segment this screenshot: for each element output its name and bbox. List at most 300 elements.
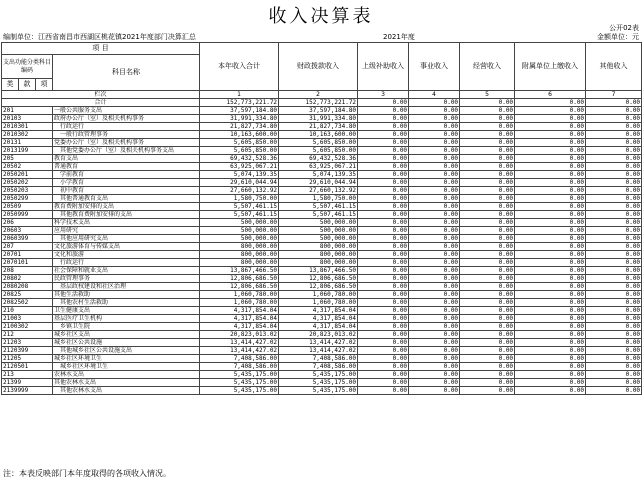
row-subject: 小学教育	[53, 179, 200, 187]
row-value: 800,000.00	[200, 251, 279, 259]
row-code: 20603	[2, 227, 53, 235]
row-code: 2010301	[2, 123, 53, 131]
row-value: 0.00	[358, 291, 409, 299]
row-value: 0.00	[460, 171, 515, 179]
row-subject: 农林水支出	[53, 371, 200, 379]
row-value: 0.00	[358, 243, 409, 251]
row-value: 0.00	[358, 115, 409, 123]
row-value: 69,432,528.36	[279, 155, 358, 163]
row-value: 0.00	[515, 195, 586, 203]
row-value: 0.00	[358, 179, 409, 187]
row-value: 0.00	[460, 291, 515, 299]
row-value: 0.00	[358, 123, 409, 131]
row-subject: 学前教育	[53, 171, 200, 179]
row-value: 21,827,734.80	[200, 123, 279, 131]
table-row	[2, 267, 642, 275]
row-subject: 文化和旅游	[53, 251, 200, 259]
row-value: 5,435,175.00	[200, 379, 279, 387]
row-code: 2120501	[2, 363, 53, 371]
row-subject: 教育支出	[53, 155, 200, 163]
row-value: 0.00	[586, 283, 642, 291]
row-value: 5,435,175.00	[279, 371, 358, 379]
row-value: 0.00	[460, 147, 515, 155]
row-subject: 民政管理事务	[53, 275, 200, 283]
row-value: 0.00	[586, 179, 642, 187]
row-value: 800,000.00	[279, 251, 358, 259]
table-row	[2, 107, 642, 115]
table-row	[2, 187, 642, 195]
row-value: 63,925,067.21	[200, 163, 279, 171]
row-value: 0.00	[515, 187, 586, 195]
row-value: 0.00	[358, 147, 409, 155]
row-subject: 城乡社区公共设施	[53, 339, 200, 347]
row-value: 500,000.00	[200, 219, 279, 227]
row-value: 0.00	[358, 347, 409, 355]
row-value: 0.00	[586, 315, 642, 323]
row-value: 0.00	[586, 195, 642, 203]
row-value: 0.00	[460, 347, 515, 355]
row-value: 20,823,013.02	[200, 331, 279, 339]
table-row	[2, 355, 642, 363]
col-number: 1	[200, 91, 279, 99]
currency-unit: 金额单位：元	[597, 33, 639, 41]
row-value: 27,660,132.92	[279, 187, 358, 195]
row-code: 2080208	[2, 283, 53, 291]
table-row	[2, 379, 642, 387]
row-value: 4,317,854.04	[279, 307, 358, 315]
table-row	[2, 291, 642, 299]
row-value: 0.00	[358, 323, 409, 331]
row-value: 0.00	[358, 387, 409, 395]
row-value: 0.00	[515, 243, 586, 251]
compiling-unit: 编制单位：江西省南昌市西湖区桃花镇2021年度部门决算汇总	[3, 33, 196, 41]
row-value: 0.00	[409, 155, 460, 163]
row-value: 31,991,334.80	[279, 115, 358, 123]
subject-header: 科目名称	[53, 55, 200, 91]
row-code: 2010302	[2, 131, 53, 139]
table-row	[2, 275, 642, 283]
row-value: 0.00	[409, 227, 460, 235]
row-value: 0.00	[515, 339, 586, 347]
total-value: 0.00	[460, 99, 515, 107]
row-value: 0.00	[586, 347, 642, 355]
col-header: 财政拨款收入	[279, 43, 358, 91]
row-value: 0.00	[460, 131, 515, 139]
row-value: 0.00	[515, 331, 586, 339]
table-row	[2, 371, 642, 379]
row-code: 2139999	[2, 387, 53, 395]
table-body	[2, 107, 642, 395]
row-value: 0.00	[460, 307, 515, 315]
row-value: 0.00	[409, 107, 460, 115]
row-value: 0.00	[460, 187, 515, 195]
row-value: 0.00	[409, 347, 460, 355]
row-value: 0.00	[358, 371, 409, 379]
row-value: 5,074,139.35	[279, 171, 358, 179]
row-value: 0.00	[515, 291, 586, 299]
row-value: 0.00	[515, 307, 586, 315]
row-value: 13,414,427.02	[279, 339, 358, 347]
page-title: 收入决算表	[268, 6, 374, 27]
row-value: 13,414,427.02	[200, 347, 279, 355]
row-value: 0.00	[409, 235, 460, 243]
row-value: 0.00	[586, 115, 642, 123]
row-value: 0.00	[586, 107, 642, 115]
row-value: 0.00	[409, 283, 460, 291]
row-subject: 普通教育	[53, 163, 200, 171]
row-value: 0.00	[409, 299, 460, 307]
row-value: 37,597,184.80	[279, 107, 358, 115]
row-value: 37,597,184.80	[200, 107, 279, 115]
row-value: 0.00	[460, 363, 515, 371]
row-value: 800,000.00	[200, 243, 279, 251]
row-value: 0.00	[515, 155, 586, 163]
row-value: 0.00	[358, 339, 409, 347]
row-value: 0.00	[586, 307, 642, 315]
table-row	[2, 195, 642, 203]
row-code: 2120399	[2, 347, 53, 355]
row-value: 0.00	[586, 219, 642, 227]
row-subject: 社会保障和就业支出	[53, 267, 200, 275]
row-value: 0.00	[515, 131, 586, 139]
row-value: 1,580,750.00	[200, 195, 279, 203]
row-code: 20502	[2, 163, 53, 171]
row-code: 207	[2, 243, 53, 251]
row-value: 5,605,850.00	[200, 147, 279, 155]
row-code: 20825	[2, 291, 53, 299]
row-code: 20509	[2, 203, 53, 211]
row-subject: 其他农村生活救助	[53, 299, 200, 307]
row-subject: 基层医疗卫生机构	[53, 315, 200, 323]
row-value: 20,823,013.02	[279, 331, 358, 339]
row-value: 0.00	[586, 131, 642, 139]
row-value: 4,317,854.04	[279, 323, 358, 331]
row-subject: 一般行政管理事务	[53, 131, 200, 139]
row-value: 0.00	[515, 235, 586, 243]
row-value: 0.00	[409, 339, 460, 347]
row-subject: 一般公共服务支出	[53, 107, 200, 115]
row-subject: 城乡社区支出	[53, 331, 200, 339]
row-value: 0.00	[515, 251, 586, 259]
row-code: 2070101	[2, 259, 53, 267]
row-value: 0.00	[586, 323, 642, 331]
row-value: 0.00	[460, 203, 515, 211]
row-value: 0.00	[460, 123, 515, 131]
row-subject: 卫生健康支出	[53, 307, 200, 315]
row-code: 208	[2, 267, 53, 275]
row-value: 0.00	[515, 227, 586, 235]
table-row	[2, 131, 642, 139]
row-value: 0.00	[515, 323, 586, 331]
row-value: 10,163,600.00	[200, 131, 279, 139]
row-value: 0.00	[409, 307, 460, 315]
row-value: 0.00	[460, 251, 515, 259]
table-row	[2, 323, 642, 331]
row-value: 0.00	[586, 267, 642, 275]
row-value: 0.00	[409, 251, 460, 259]
row-value: 0.00	[586, 155, 642, 163]
table-row	[2, 339, 642, 347]
row-code: 2050201	[2, 171, 53, 179]
table-row	[2, 347, 642, 355]
row-value: 0.00	[586, 211, 642, 219]
row-value: 0.00	[409, 291, 460, 299]
row-value: 0.00	[358, 187, 409, 195]
xiang-header: 项	[36, 79, 53, 91]
row-value: 63,925,067.21	[279, 163, 358, 171]
row-value: 0.00	[409, 371, 460, 379]
row-value: 0.00	[358, 219, 409, 227]
row-code: 20131	[2, 139, 53, 147]
row-code: 20701	[2, 251, 53, 259]
row-code: 2050203	[2, 187, 53, 195]
row-value: 5,435,175.00	[279, 379, 358, 387]
row-value: 0.00	[515, 211, 586, 219]
form-number: 公开02表	[609, 24, 639, 32]
row-value: 5,435,175.00	[200, 371, 279, 379]
row-value: 0.00	[586, 291, 642, 299]
row-value: 0.00	[586, 139, 642, 147]
row-value: 0.00	[515, 163, 586, 171]
row-value: 0.00	[460, 267, 515, 275]
row-code: 2050299	[2, 195, 53, 203]
table-row	[2, 147, 642, 155]
row-value: 0.00	[460, 283, 515, 291]
row-code: 21205	[2, 355, 53, 363]
row-subject: 其他党委办公厅（室）及相关机构事务支出	[53, 147, 200, 155]
row-value: 0.00	[515, 275, 586, 283]
row-code: 21399	[2, 379, 53, 387]
row-value: 5,605,850.00	[279, 147, 358, 155]
row-code: 210	[2, 307, 53, 315]
row-value: 5,507,461.15	[279, 203, 358, 211]
row-value: 0.00	[358, 251, 409, 259]
row-value: 0.00	[586, 235, 642, 243]
row-value: 0.00	[409, 219, 460, 227]
row-value: 0.00	[409, 115, 460, 123]
kuan-header: 款	[19, 79, 36, 91]
row-value: 0.00	[358, 203, 409, 211]
row-value: 0.00	[515, 355, 586, 363]
row-value: 0.00	[460, 315, 515, 323]
row-value: 0.00	[460, 323, 515, 331]
row-value: 0.00	[586, 275, 642, 283]
table-row	[2, 363, 642, 371]
total-value: 0.00	[515, 99, 586, 107]
row-value: 500,000.00	[200, 227, 279, 235]
row-value: 0.00	[460, 139, 515, 147]
row-value: 0.00	[358, 307, 409, 315]
table-row	[2, 299, 642, 307]
row-subject: 党委办公厅（室）及相关机构事务	[53, 139, 200, 147]
table-row	[2, 227, 642, 235]
table-row	[2, 163, 642, 171]
row-value: 0.00	[586, 251, 642, 259]
table-row	[2, 315, 642, 323]
row-value: 0.00	[515, 387, 586, 395]
row-value: 0.00	[460, 259, 515, 267]
row-value: 29,610,044.94	[279, 179, 358, 187]
row-subject: 行政运行	[53, 259, 200, 267]
row-subject: 其他城乡社区公共设施支出	[53, 347, 200, 355]
row-value: 7,408,586.00	[200, 355, 279, 363]
col-header: 本年收入合计	[200, 43, 279, 91]
row-value: 4,317,854.04	[200, 307, 279, 315]
row-value: 500,000.00	[279, 219, 358, 227]
row-value: 5,507,461.15	[279, 211, 358, 219]
row-value: 0.00	[358, 379, 409, 387]
table-header	[2, 43, 642, 107]
row-subject: 其他农林水支出	[53, 379, 200, 387]
row-value: 0.00	[358, 211, 409, 219]
row-value: 0.00	[515, 363, 586, 371]
row-value: 800,000.00	[279, 243, 358, 251]
row-code: 2060399	[2, 235, 53, 243]
col-header: 其他收入	[586, 43, 642, 91]
row-value: 0.00	[409, 355, 460, 363]
total-value: 0.00	[586, 99, 642, 107]
project-header: 项 目	[2, 43, 200, 55]
row-value: 0.00	[515, 219, 586, 227]
table-row	[2, 115, 642, 123]
row-value: 5,507,461.15	[200, 203, 279, 211]
row-value: 0.00	[515, 179, 586, 187]
row-value: 0.00	[409, 363, 460, 371]
row-value: 0.00	[515, 203, 586, 211]
total-row	[2, 99, 642, 107]
row-code: 206	[2, 219, 53, 227]
row-value: 0.00	[586, 331, 642, 339]
income-table	[1, 42, 642, 395]
row-value: 0.00	[409, 331, 460, 339]
row-value: 0.00	[358, 131, 409, 139]
row-value: 0.00	[358, 195, 409, 203]
row-value: 0.00	[586, 339, 642, 347]
row-value: 0.00	[515, 267, 586, 275]
row-value: 0.00	[515, 371, 586, 379]
row-value: 0.00	[358, 299, 409, 307]
row-value: 7,408,586.00	[279, 363, 358, 371]
row-value: 0.00	[409, 259, 460, 267]
col-header: 事业收入	[409, 43, 460, 91]
row-value: 0.00	[358, 315, 409, 323]
row-value: 0.00	[586, 227, 642, 235]
row-code: 2100302	[2, 323, 53, 331]
row-value: 0.00	[409, 195, 460, 203]
row-value: 0.00	[460, 227, 515, 235]
row-value: 12,806,686.50	[200, 283, 279, 291]
row-value: 0.00	[409, 171, 460, 179]
row-value: 0.00	[358, 355, 409, 363]
row-subject: 文化旅游体育与传媒支出	[53, 243, 200, 251]
row-value: 0.00	[409, 139, 460, 147]
row-value: 500,000.00	[200, 235, 279, 243]
row-value: 0.00	[586, 163, 642, 171]
row-value: 0.00	[586, 363, 642, 371]
row-value: 0.00	[460, 235, 515, 243]
row-subject: 基层政权建设和社区治理	[53, 283, 200, 291]
row-code: 20103	[2, 115, 53, 123]
row-value: 0.00	[409, 379, 460, 387]
row-value: 13,414,427.02	[279, 347, 358, 355]
col-header: 经营收入	[460, 43, 515, 91]
row-value: 0.00	[586, 243, 642, 251]
row-value: 4,317,854.04	[200, 315, 279, 323]
table-row	[2, 211, 642, 219]
row-subject: 应用研究	[53, 227, 200, 235]
row-code: 2050999	[2, 211, 53, 219]
row-value: 0.00	[409, 187, 460, 195]
row-value: 1,580,750.00	[279, 195, 358, 203]
row-value: 0.00	[460, 115, 515, 123]
row-value: 12,806,686.50	[279, 275, 358, 283]
row-value: 0.00	[460, 331, 515, 339]
row-value: 0.00	[460, 355, 515, 363]
row-value: 0.00	[358, 139, 409, 147]
row-value: 31,991,334.80	[200, 115, 279, 123]
row-code: 205	[2, 155, 53, 163]
row-value: 0.00	[515, 107, 586, 115]
row-value: 0.00	[460, 387, 515, 395]
row-value: 13,867,466.50	[279, 267, 358, 275]
row-subject: 乡镇卫生院	[53, 323, 200, 331]
row-subject: 其他普通教育支出	[53, 195, 200, 203]
row-value: 0.00	[586, 387, 642, 395]
row-value: 5,605,850.00	[279, 139, 358, 147]
row-value: 0.00	[515, 347, 586, 355]
row-value: 0.00	[409, 243, 460, 251]
row-value: 0.00	[460, 211, 515, 219]
row-value: 800,000.00	[279, 259, 358, 267]
row-value: 0.00	[358, 163, 409, 171]
total-label: 合计	[2, 99, 200, 107]
row-value: 0.00	[409, 267, 460, 275]
table-row	[2, 243, 642, 251]
row-value: 0.00	[515, 379, 586, 387]
total-value: 0.00	[358, 99, 409, 107]
row-value: 0.00	[460, 275, 515, 283]
total-value: 152,773,221.72	[200, 99, 279, 107]
row-value: 0.00	[460, 379, 515, 387]
row-subject: 城乡社区环境卫生	[53, 363, 200, 371]
row-value: 69,432,528.36	[200, 155, 279, 163]
row-code: 20802	[2, 275, 53, 283]
row-value: 0.00	[586, 203, 642, 211]
col-number: 2	[279, 91, 358, 99]
table-row	[2, 203, 642, 211]
row-subject: 行政运行	[53, 123, 200, 131]
row-subject: 其他教育费附加安排的支出	[53, 211, 200, 219]
row-value: 0.00	[586, 379, 642, 387]
row-value: 5,605,850.00	[200, 139, 279, 147]
row-value: 0.00	[460, 179, 515, 187]
table-row	[2, 235, 642, 243]
table-row	[2, 331, 642, 339]
table-row	[2, 259, 642, 267]
row-value: 0.00	[358, 363, 409, 371]
row-value: 5,435,175.00	[279, 387, 358, 395]
col-number-label: 栏次	[2, 91, 200, 99]
row-code: 2050202	[2, 179, 53, 187]
col-number: 7	[586, 91, 642, 99]
row-value: 0.00	[409, 163, 460, 171]
lei-header: 类	[2, 79, 19, 91]
table-row	[2, 251, 642, 259]
row-value: 27,660,132.92	[200, 187, 279, 195]
row-value: 0.00	[460, 299, 515, 307]
row-value: 7,408,586.00	[279, 355, 358, 363]
row-value: 0.00	[586, 123, 642, 131]
